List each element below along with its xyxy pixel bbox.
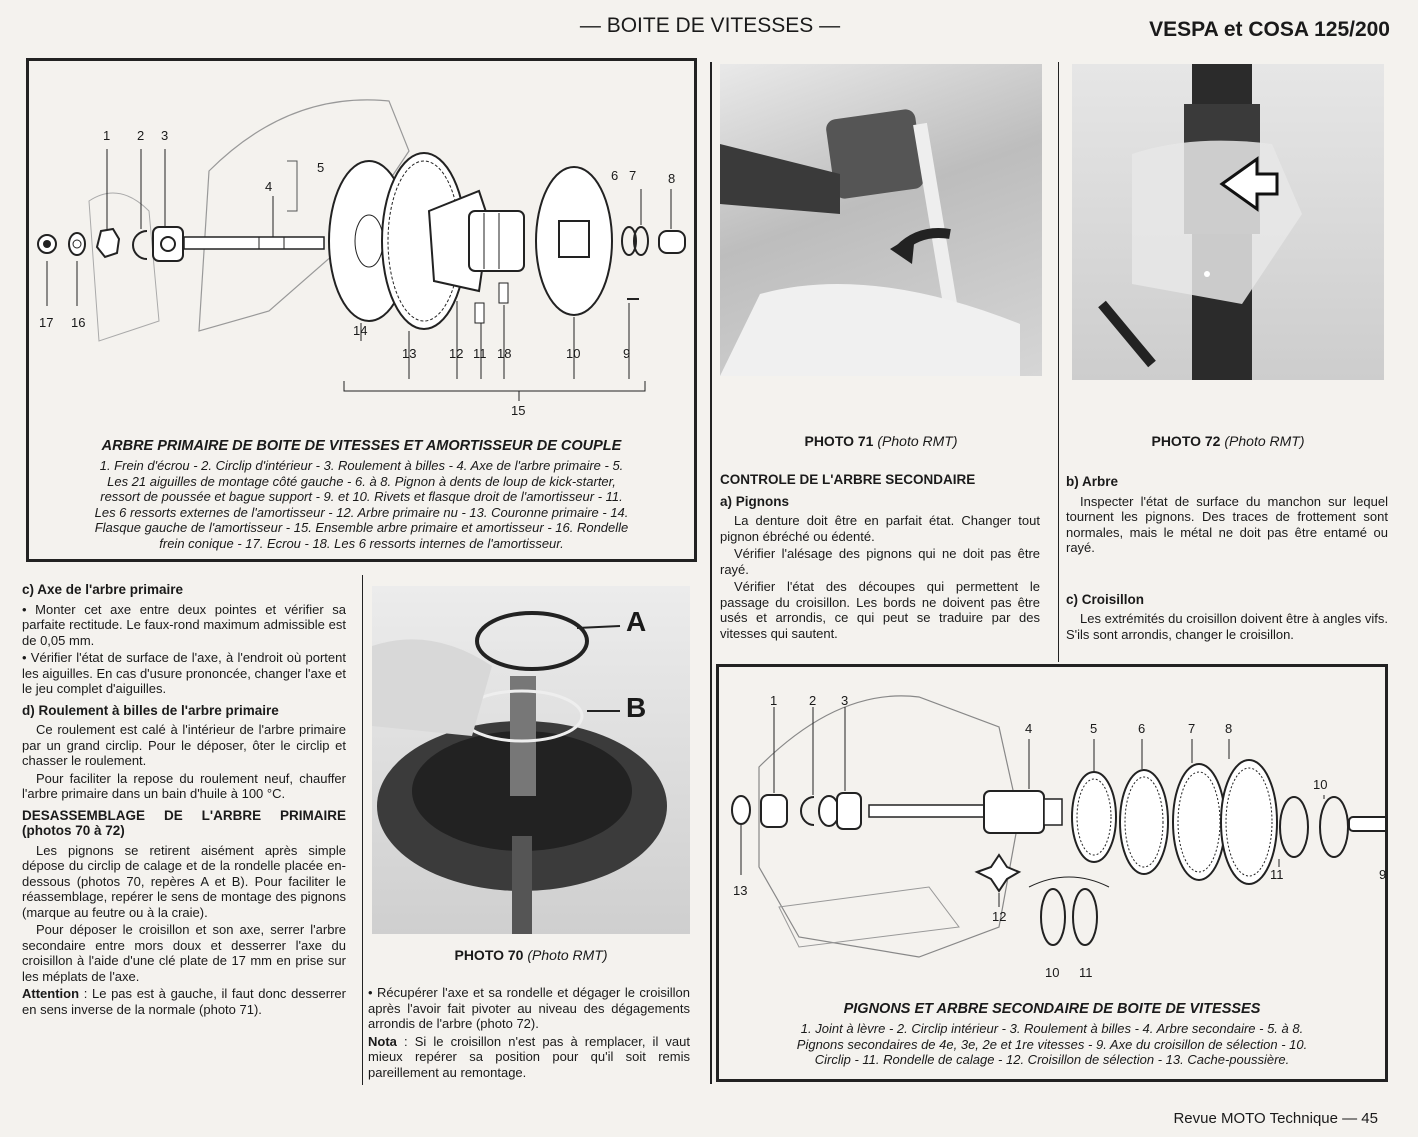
section-heading: b) Arbre: [1066, 474, 1119, 489]
text-column-left: c) Axe de l'arbre primaire • Monter cet axe entre deux pointes et vérifier sa parfaite rectitude. Le faux-rond maximum admissible est de 0,05 mm. • Vérifier l'état de surface de l'axe, à l'endroit où portent les aiguilles. En cas d'usure prononcée, changer l'axe et le jeu complet d'aiguilles. d) Roulement à billes de l'arbre primaire Ce roulement est calé à l'intérieur de l'arbre primaire par un grand circlip. Pour le déposer, ôter le circlip et chasser le roulement. Pour faciliter la repose du roulement neuf, chauffer l'arbre primaire dans un bain d'huile à 100 °C. DESASSEMBLAGE DE L'ARBRE PRIMAIRE (photos 70 à 72) Les pignons se retirent aisément après simple dépose du circlip de calage et de la rondelle placée en-dessous (photos 70, repères A et B). Pour faciliter le réassemblage, repérer le sens de montage des pignons (marque au feutre ou à la craie). Pour déposer le croisillon et son axe, serrer l'arbre secondaire entre mors doux et desserrer l'axe du croisillon à l'aide d'une clé plate de 17 mm en prise sur les méplats de l'axe. Attention : Le pas est à gauche, il faut donc desserrer en sens inverse de la normale (photo 71).: [22, 582, 346, 1017]
callout-label: 15: [511, 403, 526, 418]
section-title: — BOITE DE VITESSES —: [579, 14, 841, 37]
callout-label: 1: [103, 128, 111, 143]
callout-label: 11: [1079, 965, 1093, 980]
column-divider: [1058, 62, 1059, 662]
callout-label: 5: [1090, 721, 1098, 736]
section-heading: CONTROLE DE L'ARBRE SECONDAIRE: [720, 472, 976, 487]
callout-label: 11: [1270, 867, 1284, 882]
callout-label: 13: [733, 883, 748, 898]
callout-label: 17: [39, 315, 54, 330]
photo-71: [720, 64, 1042, 376]
section-heading: a) Pignons: [720, 493, 790, 509]
callout-label: 7: [629, 168, 637, 183]
page-footer: Revue MOTO Technique — 45: [1173, 1110, 1378, 1127]
callout-label: 8: [1225, 721, 1233, 736]
section-heading: DESASSEMBLAGE DE L'ARBRE PRIMAIRE (photos 70 à 72): [22, 807, 346, 838]
callout-label: 12: [992, 909, 1007, 924]
figure-caption-body: 1. Frein d'écrou - 2. Circlip d'intérieur - 3. Roulement à billes - 4. Axe de l'arbre primaire - 5. Les 21 aiguilles de montage côté gauche - 6. à 8. Pignon à dents de loup de kick-starter, ressort de poussée et bague support - 9. et 10. Rivets et flasque droit de l'amortisseur - 11. Les 6 ressorts externes de l'amortisseur - 12. Arbre primaire nu - 13. Couronne primaire - 14. Flasque gauche de l'amortisseur - 15. Ensemble arbre primaire et amortisseur - 16. Rondelle frein conique - 17. Ecrou - 18. Les 6 ressorts internes de l'amortisseur.: [94, 458, 629, 551]
photo-70-caption: PHOTO 70 (Photo RMT): [454, 947, 608, 963]
section-heading: c) Axe de l'arbre primaire: [22, 582, 184, 597]
callout-label: 8: [668, 171, 676, 186]
callout-label: 12: [449, 346, 464, 361]
figure-caption-title: ARBRE PRIMAIRE DE BOITE DE VITESSES ET AMORTISSEUR DE COUPLE: [101, 438, 622, 454]
callout-label: 10: [566, 346, 581, 361]
callout-label: 3: [841, 693, 849, 708]
callout-label: 11: [473, 346, 487, 361]
figure-primary-shaft: [26, 58, 697, 562]
callout-label: 9: [1379, 867, 1387, 882]
text-column-right-1: CONTROLE DE L'ARBRE SECONDAIRE a) Pignons La denture doit être en parfait état. Changer tout pignon ébréché ou édenté. Vérifier l'alésage des pignons qui ne doit pas être rayé. Vérifier l'état des découpes qui permettent le passage du croisillon. Les bords ne doivent pas être usés et arrondis, ce qui peut se traduire par des vitesses qui sautent.: [720, 472, 1040, 641]
callout-label: 10: [1045, 965, 1060, 980]
column-divider: [362, 575, 363, 1085]
callout-label: 3: [161, 128, 169, 143]
callout-label: 5: [317, 160, 325, 175]
callout-label: 13: [402, 346, 417, 361]
callout-label: 6: [611, 168, 619, 183]
exploded-diagram-secondary: [719, 667, 1385, 997]
callout-label: 4: [265, 179, 273, 194]
section-heading: c) Croisillon: [1066, 591, 1145, 607]
callout-label: 9: [623, 346, 631, 361]
callout-label: 7: [1188, 721, 1196, 736]
photo-70: [372, 586, 690, 934]
photo-71-caption: PHOTO 71 (Photo RMT): [804, 433, 958, 449]
photo-72: [1072, 64, 1384, 380]
figure-caption-body: 1. Joint à lèvre - 2. Circlip intérieur - 3. Roulement à billes - 4. Arbre secondaire - 5. à 8. Pignons secondaires de 4e, 3e, 2e et 1re vitesses - 9. Axe du croisillon de sélection - 10. Circlip - 11. Rondelle de calage - 12. Croisillon de sélection - 13. Cache-poussière.: [796, 1021, 1308, 1067]
exploded-diagram-primary: [29, 61, 694, 431]
publication-title: VESPA et COSA 125/200: [1149, 18, 1390, 41]
photo-marker-b: B: [626, 692, 647, 723]
figure-secondary-shaft: [716, 664, 1388, 1082]
callout-label: 16: [71, 315, 86, 330]
column-divider: [710, 62, 712, 1084]
callout-label: 6: [1138, 721, 1146, 736]
text-column-middle: • Récupérer l'axe et sa rondelle et dégager le croisillon après l'avoir fait pivoter au niveau des dégagements arrondis de l'arbre (photo 72). Nota : Si le croisillon n'est pas à remplacer, il vaut mieux repérer sa position pour qu'il soit remis pareillement au remontage.: [368, 985, 690, 1080]
photo-72-caption: PHOTO 72 (Photo RMT): [1151, 433, 1305, 449]
callout-label: 14: [353, 323, 368, 338]
callout-label: 2: [809, 693, 817, 708]
callout-label: 1: [770, 693, 778, 708]
callout-label: 10: [1313, 777, 1328, 792]
section-heading: d) Roulement à billes de l'arbre primaire: [22, 702, 279, 718]
figure-caption-title: PIGNONS ET ARBRE SECONDAIRE DE BOITE DE VITESSES: [843, 1001, 1261, 1017]
callout-label: 4: [1025, 721, 1033, 736]
callout-label: 2: [137, 128, 145, 143]
photo-marker-a: A: [626, 606, 647, 637]
callout-label: 18: [497, 346, 512, 361]
text-column-right-2: b) Arbre Inspecter l'état de surface du manchon sur lequel tournent les pignons. Des traces de frottement sont normales, mais le métal ne doit pas être entamé ou rayé. c) Croisillon Les extrémités du croisillon doivent être à angles vifs. S'ils sont arrondis, changer le croisillon.: [1066, 474, 1388, 642]
